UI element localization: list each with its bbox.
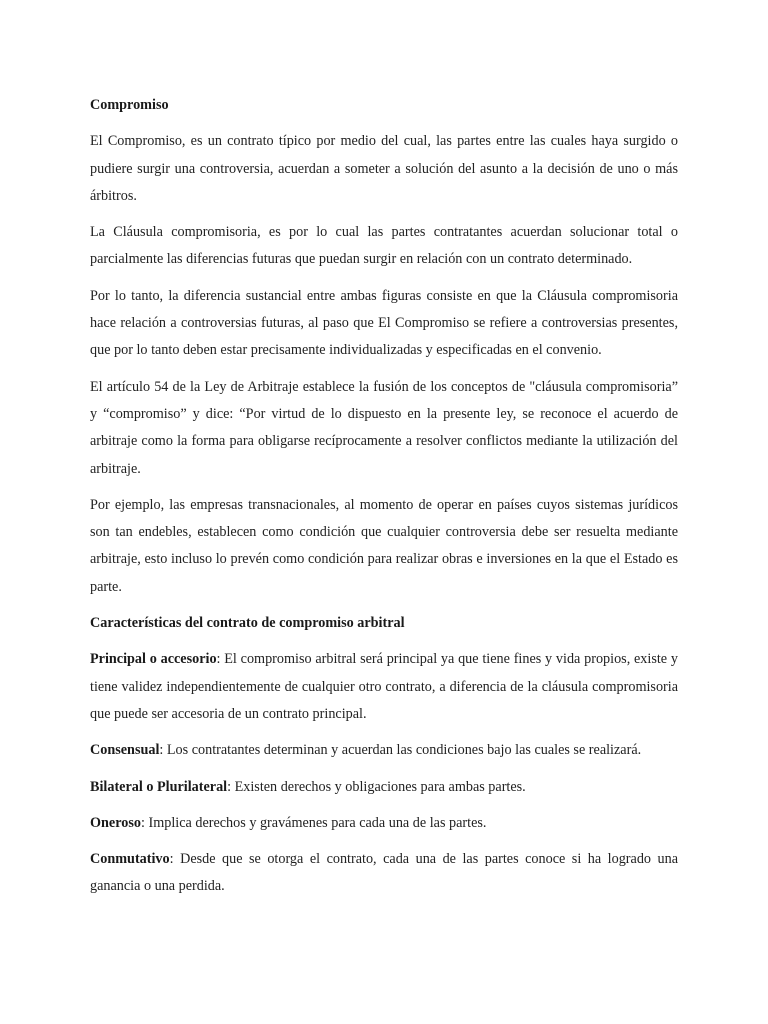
characteristic-term: Consensual bbox=[90, 742, 160, 759]
paragraph-article-54: El artículo 54 de la Ley de Arbitraje establece la fusión de los conceptos de "cláusula compromisoria” y “compromiso” y dice: “Por virtud de lo dispuesto en la presente ley, se reconoce el acuerdo de arbitraje como la forma para obligarse recíprocamente a resolver conflictos mediante la utilización del arbitraje. bbox=[90, 378, 678, 477]
characteristic-consensual bbox=[90, 737, 678, 764]
paragraph-clausula-definition: La Cláusula compromisoria, es por lo cual las partes contratantes acuerdan solucionar total o parcialmente las diferencias futuras que puedan surgir en relación con un contrato determinado. bbox=[90, 224, 678, 268]
characteristic-oneroso bbox=[90, 810, 678, 837]
characteristic-principal bbox=[90, 646, 678, 728]
paragraph-compromiso-definition: El Compromiso, es un contrato típico por medio del cual, las partes entre las cuales haya surgido o pudiere surgir una controversia, acuerdan a someter a solución del asunto a la decisión de uno o más árbitros. bbox=[90, 133, 678, 204]
characteristic-text: : Existen derechos y obligaciones para ambas partes. bbox=[227, 778, 526, 795]
characteristic-text: : El compromiso arbitral será principal ya que tiene fines y vida propios, existe y tiene validez independientemente de cualquier otro contrato, a diferencia de la cláusula compromisoria que puede ser accesoria de un contrato principal. bbox=[90, 651, 678, 722]
characteristic-text: : Desde que se otorga el contrato, cada una de las partes conoce si ha logrado una ganancia o una perdida. bbox=[90, 851, 678, 895]
characteristic-text: : Implica derechos y gravámenes para cada una de las partes. bbox=[140, 814, 487, 831]
characteristic-term: Conmutativo bbox=[90, 851, 170, 868]
paragraph-difference: Por lo tanto, la diferencia sustancial entre ambas figuras consiste en que la Cláusula compromisoria hace relación a controversias futuras, al paso que El Compromiso se refiere a controversias presentes, que por lo tanto deben estar precisamente individualizadas y especificadas en el convenio. bbox=[90, 287, 678, 359]
characteristic-bilateral bbox=[90, 774, 678, 801]
characteristic-term: Bilateral o Plurilateral bbox=[90, 778, 228, 795]
section-heading: Características del contrato de compromiso arbitral bbox=[90, 615, 405, 632]
characteristic-conmutativo bbox=[90, 846, 678, 901]
characteristic-text: : Los contratantes determinan y acuerdan las condiciones bajo las cuales se realizará. bbox=[159, 742, 642, 759]
document-title: Compromiso bbox=[90, 97, 169, 113]
document-page bbox=[90, 92, 678, 910]
paragraph-example: Por ejemplo, las empresas transnacionales, al momento de operar en países cuyos sistemas jurídicos son tan endebles, establecen como condición que cualquier controversia debe ser resuelta mediante arbitraje, esto incluso lo prevén como condición para realizar obras e inversiones en la que el Estado es parte. bbox=[90, 496, 678, 595]
characteristic-term: Principal o accesorio bbox=[90, 651, 217, 668]
characteristic-term: Oneroso bbox=[90, 814, 141, 831]
